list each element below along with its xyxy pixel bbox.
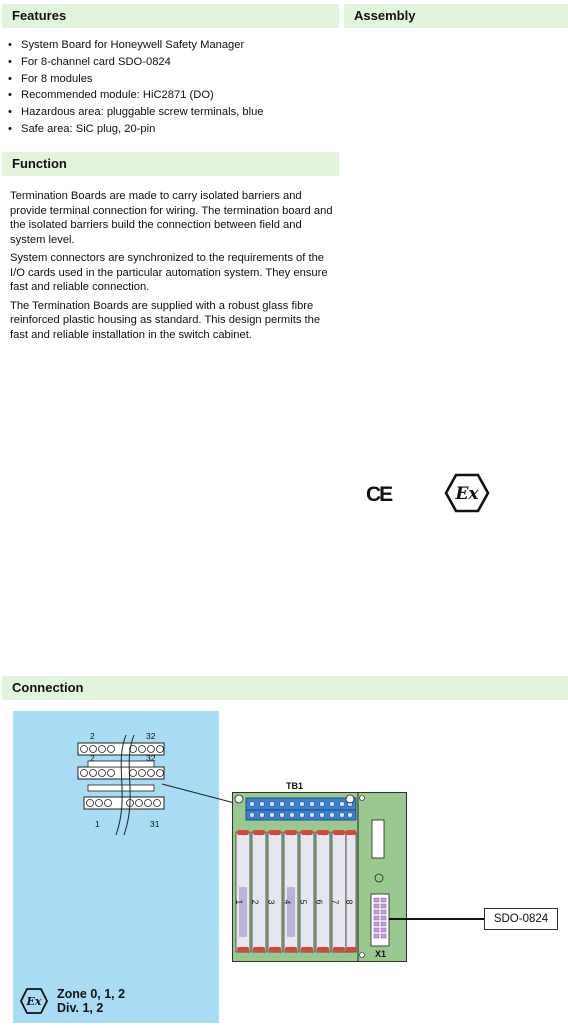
div-line: Div. 1, 2 [57, 1001, 104, 1015]
slot-number: 1 [234, 899, 245, 905]
zone-line: Zone 0, 1, 2 [57, 987, 126, 1001]
slot-number: 6 [314, 899, 325, 905]
terminal-number-mid-left: 2 [90, 753, 95, 763]
x1-label: X1 [375, 949, 387, 959]
slot-number: 3 [266, 899, 277, 905]
ce-mark: CE [366, 483, 392, 506]
terminal-number-bottom-right: 31 [150, 819, 160, 829]
terminal-number-bottom-left: 1 [95, 819, 100, 829]
slot-number: 7 [330, 899, 341, 905]
function-text [10, 189, 340, 346]
function-paragraph: Termination Boards are made to carry isolated barriers and provide terminal connection for wiring. The termination board and the isolated barriers build the connection between field and system level. [10, 190, 333, 246]
tb1-label: TB1 [286, 781, 304, 791]
slot-number: 4 [282, 899, 293, 905]
svg-text:Ex: Ex [26, 995, 42, 1008]
feature-item: • System Board for Honeywell Safety Manager [8, 37, 264, 54]
ex-zone-icon [20, 988, 48, 1014]
function-paragraph: The Termination Boards are supplied with a robust glass fibre reinforced plastic housing as standard. This design permits the fast and reliable installation in the switch cabinet. [10, 299, 321, 341]
function-header: Function [2, 152, 339, 176]
svg-text:Ex: Ex [455, 484, 479, 504]
board-details [232, 792, 407, 962]
connection-header: Connection [2, 676, 568, 700]
zone-label [57, 987, 125, 1015]
feature-item: • For 8 modules [8, 71, 264, 88]
feature-item: • Safe area: SiC plug, 20-pin [8, 121, 264, 138]
feature-item: • Recommended module: HiC2871 (DO) [8, 87, 264, 104]
features-header: Features [2, 4, 339, 28]
slot-number: 5 [298, 899, 309, 905]
terminal-number-mid-right: 32 [146, 753, 156, 763]
feature-item: • For 8-channel card SDO-0824 [8, 54, 264, 71]
terminal-number-top-right: 32 [146, 731, 156, 741]
sdo-0824-label: SDO-0824 [484, 908, 558, 930]
function-paragraph: System connectors are synchronized to the requirements of the I/O cards used in the particular automation system. They ensure fast and reliable connection. [10, 252, 328, 293]
slot-number: 2 [250, 899, 261, 905]
terminal-number-top-left: 2 [90, 731, 95, 741]
slot-number: 8 [344, 899, 355, 905]
features-list [8, 37, 264, 138]
feature-item: • Hazardous area: pluggable screw terminals, blue [8, 104, 264, 121]
assembly-header: Assembly [344, 4, 568, 28]
ex-hexagon-icon [445, 473, 489, 513]
